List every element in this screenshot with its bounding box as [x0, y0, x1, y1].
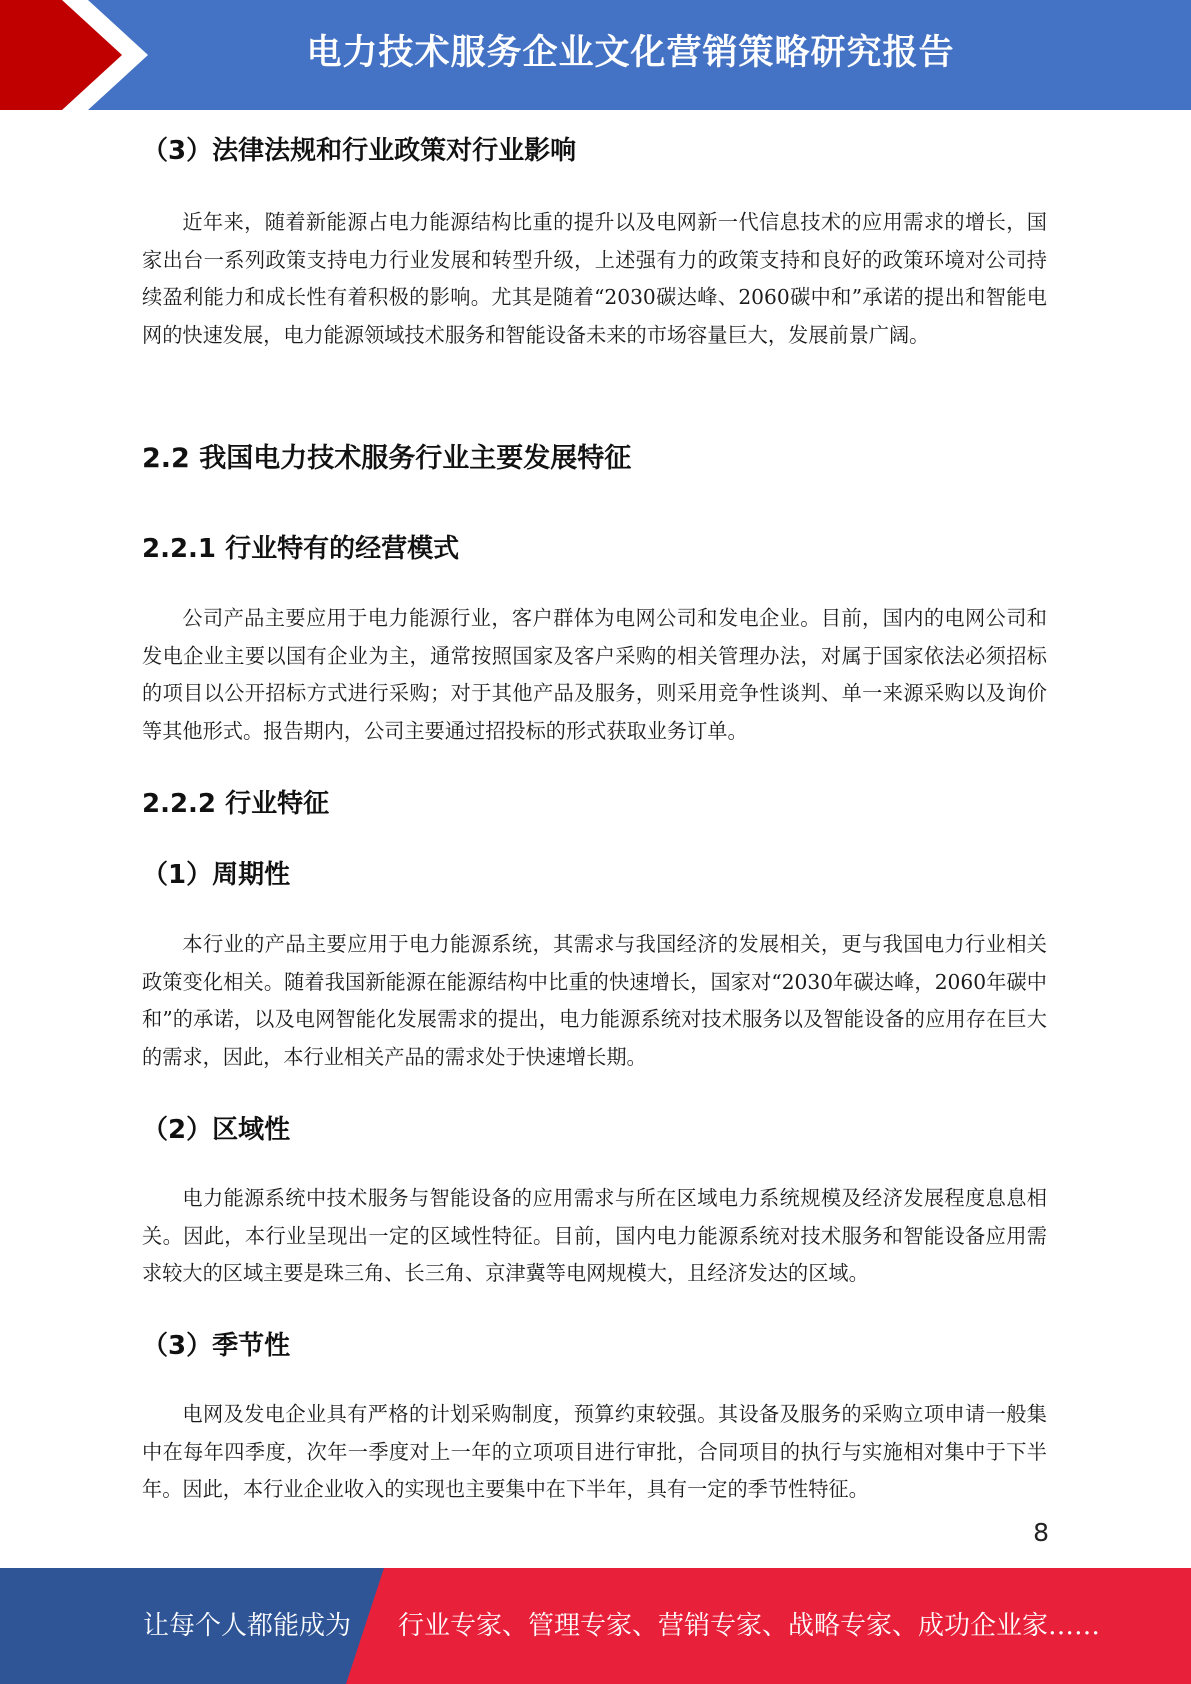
heading-regionality: （2）区域性	[142, 1115, 291, 1145]
section-heading-2-2: 2.2 我国电力技术服务行业主要发展特征	[142, 443, 632, 474]
header-arrow-decoration	[0, 0, 160, 110]
page-number: 8	[1033, 1518, 1049, 1547]
paragraph-business-model: 公司产品主要应用于电力能源行业，客户群体为电网公司和发电企业。目前，国内的电网公司和发电企业主要以国有企业为主，通常按照国家及客户采购的相关管理办法，对属于国家依法必须招标的项目以公开招标方式进行采购；对于其他产品及服务，则采用竞争性谈判、单一来源采购以及询价等其他形式。报告期内，公司主要通过招投标的形式获取业务订单。	[142, 606, 1047, 743]
footer-slogan-roles: 行业专家、管理专家、营销专家、战略专家、成功企业家……	[398, 1611, 1101, 1641]
page-header	[0, 0, 1191, 110]
paragraph-seasonality: 电网及发电企业具有严格的计划采购制度，预算约束较强。其设备及服务的采购立项申请一般集中在每年四季度，次年一季度对上一年的立项项目进行审批，合同项目的执行与实施相对集中于下半年。因此，本行业企业收入的实现也主要集中在下半年，具有一定的季节性特征。	[142, 1402, 1047, 1501]
heading-legal-policy: （3）法律法规和行业政策对行业影响	[142, 136, 577, 166]
report-title: 电力技术服务企业文化营销策略研究报告	[306, 33, 955, 73]
footer-slogan-lead: 让每个人都能成为	[143, 1611, 352, 1641]
heading-cyclicality: （1）周期性	[142, 860, 291, 890]
subsection-heading-2-2-2: 2.2.2 行业特征	[142, 789, 330, 819]
heading-seasonality: （3）季节性	[142, 1331, 291, 1361]
paragraph-cyclicality: 本行业的产品主要应用于电力能源系统，其需求与我国经济的发展相关，更与我国电力行业相关政策变化相关。随着我国新能源在能源结构中比重的快速增长，国家对“2030年碳达峰，2060年碳中和”的承诺，以及电网智能化发展需求的提出，电力能源系统对技术服务以及智能设备的应用存在巨大的需求，因此，本行业相关产品的需求处于快速增长期。	[142, 932, 1047, 1069]
paragraph-regionality: 电力能源系统中技术服务与智能设备的应用需求与所在区域电力系统规模及经济发展程度息息相关。因此，本行业呈现出一定的区域性特征。目前，国内电力能源系统对技术服务和智能设备应用需求较大的区域主要是珠三角、长三角、京津冀等电网规模大，且经济发达的区域。	[142, 1186, 1047, 1285]
subsection-heading-2-2-1: 2.2.1 行业特有的经营模式	[142, 534, 460, 564]
page-footer	[0, 1568, 1191, 1684]
paragraph-legal-policy: 近年来，随着新能源占电力能源结构比重的提升以及电网新一代信息技术的应用需求的增长，国家出台一系列政策支持电力行业发展和转型升级，上述强有力的政策支持和良好的政策环境对公司持续盈利能力和成长性有着积极的影响。尤其是随着“2030碳达峰、2060碳中和”承诺的提出和智能电网的快速发展，电力能源领域技术服务和智能设备未来的市场容量巨大，发展前景广阔。	[142, 210, 1047, 347]
